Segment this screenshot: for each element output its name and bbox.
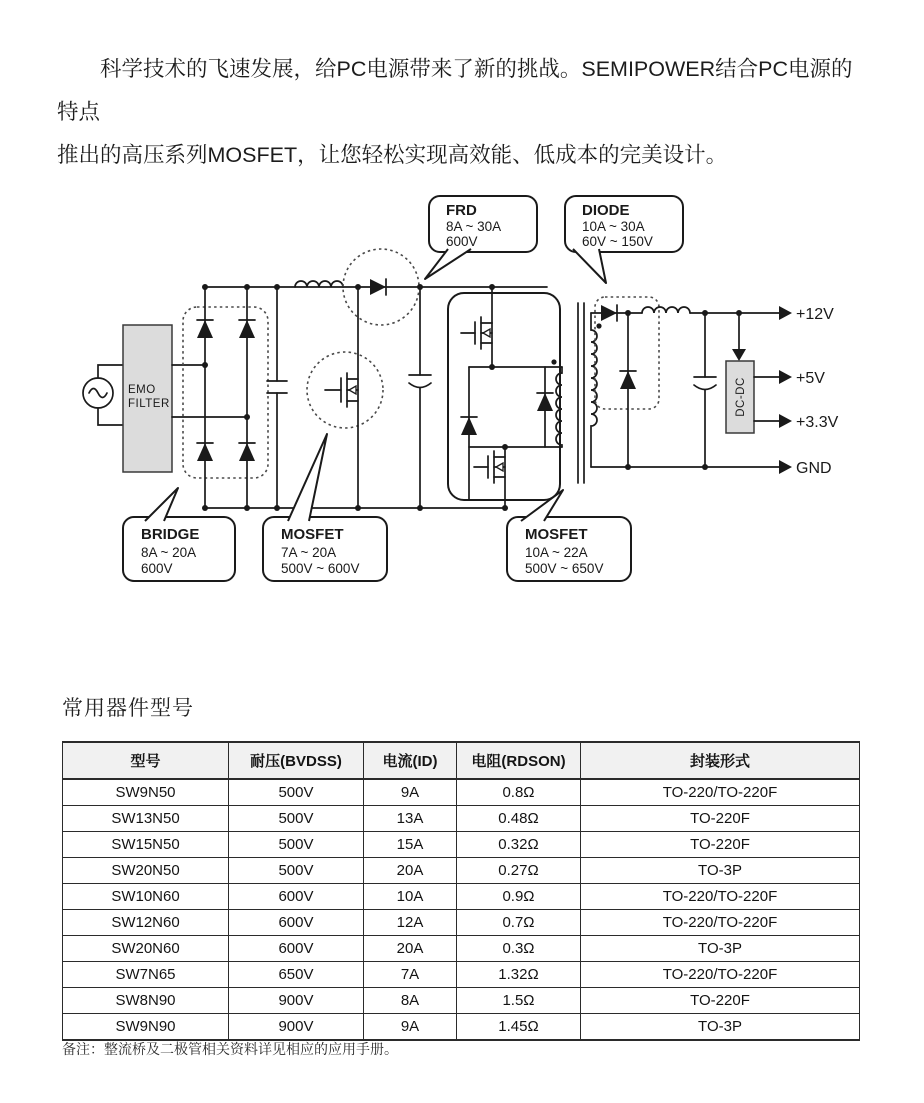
- table-row: [63, 884, 860, 910]
- table-cell: TO-220F: [581, 988, 860, 1014]
- bridge-diode-icon: [239, 443, 255, 461]
- table-cell: 20A: [364, 936, 457, 962]
- table-cell: 10A: [364, 884, 457, 910]
- table-cell: 500V: [229, 806, 364, 832]
- arrow-right-icon: [779, 370, 792, 384]
- table-body: [63, 779, 860, 1040]
- table-row: [63, 910, 860, 936]
- transformer-icon: [551, 303, 601, 483]
- table-row: [63, 806, 860, 832]
- output-gnd-label: GND: [796, 460, 832, 477]
- output-3v3-label: +3.3V: [796, 414, 839, 431]
- bridge-diode-icon: [197, 443, 213, 461]
- emo-filter-label-1: EMO: [128, 384, 156, 396]
- table-header: [63, 742, 860, 779]
- table-cell: SW20N50: [63, 858, 229, 884]
- table-cell: 9A: [364, 1014, 457, 1041]
- table-cell: TO-220/TO-220F: [581, 962, 860, 988]
- callout-diode-spec1: 10A ~ 30A: [582, 219, 645, 234]
- dcdc-converter-block: [726, 313, 754, 433]
- table-cell: SW8N90: [63, 988, 229, 1014]
- table-header-cell: 封装形式: [581, 742, 860, 779]
- arrow-right-icon: [779, 414, 792, 428]
- table-cell: TO-3P: [581, 1014, 860, 1041]
- bus-lines: [205, 287, 547, 508]
- table-cell: 900V: [229, 988, 364, 1014]
- table-header-cell: 电流(ID): [364, 742, 457, 779]
- bridge-diode-icon: [239, 320, 255, 338]
- callout-frd-title: FRD: [446, 202, 477, 219]
- parts-table: [62, 741, 860, 1041]
- table-cell: 0.9Ω: [457, 884, 581, 910]
- table-cell: SW7N65: [63, 962, 229, 988]
- intro-line-1: 科学技术的飞速发展，给PC电源带来了新的挑战。SEMIPOWER结合PC电源的特点: [57, 57, 853, 124]
- output-capacitor-icon: [694, 313, 716, 467]
- callout-mosfet-pfc-spec1: 7A ~ 20A: [281, 545, 337, 560]
- callout-mosfet-main: [507, 490, 631, 581]
- clamp-diode-icon: [461, 367, 477, 499]
- table-cell: 0.7Ω: [457, 910, 581, 936]
- table-cell: TO-3P: [581, 858, 860, 884]
- dcdc-label: DC-DC: [735, 377, 747, 417]
- bridge-rectifier: [183, 284, 268, 511]
- half-bridge-block: [448, 284, 562, 511]
- callout-mosfet-main-spec2: 500V ~ 650V: [525, 561, 604, 576]
- output-3v3: [754, 414, 839, 431]
- table-cell: 7A: [364, 962, 457, 988]
- table-cell: 13A: [364, 806, 457, 832]
- table-cell: TO-220F: [581, 806, 860, 832]
- table-cell: 500V: [229, 779, 364, 806]
- table-cell: SW20N60: [63, 936, 229, 962]
- table-cell: 1.45Ω: [457, 1014, 581, 1041]
- output-inductor-icon: [642, 307, 690, 313]
- bulk-capacitor-icon: [267, 284, 287, 511]
- callout-frd-spec2: 600V: [446, 234, 478, 249]
- output-12v-label: +12V: [796, 306, 834, 323]
- output-diode-icon: [601, 305, 617, 321]
- table-cell: 600V: [229, 936, 364, 962]
- table-cell: 900V: [229, 1014, 364, 1041]
- ac-source-icon: [83, 365, 123, 425]
- intro-line-2: 推出的高压系列MOSFET，让您轻松实现高效能、低成本的完美设计。: [57, 143, 728, 167]
- table-cell: 15A: [364, 832, 457, 858]
- table-cell: SW10N60: [63, 884, 229, 910]
- callout-diode: [565, 196, 683, 283]
- pfc-inductor-icon: [295, 281, 343, 287]
- primary-mosfet-icon: [474, 447, 508, 511]
- table-header-row: [63, 742, 860, 779]
- table-cell: TO-3P: [581, 936, 860, 962]
- table-cell: 1.32Ω: [457, 962, 581, 988]
- table-cell: 0.8Ω: [457, 779, 581, 806]
- table-row: [63, 858, 860, 884]
- table-header-cell: 电阻(RDSON): [457, 742, 581, 779]
- output-12v: [690, 306, 834, 323]
- table-row: [63, 962, 860, 988]
- table-cell: 0.48Ω: [457, 806, 581, 832]
- callout-diode-spec2: 60V ~ 150V: [582, 234, 653, 249]
- callout-frd-spec1: 8A ~ 30A: [446, 219, 502, 234]
- emo-filter-block: [123, 325, 247, 472]
- schematic-svg: [57, 185, 867, 630]
- table-cell: 20A: [364, 858, 457, 884]
- callout-mosfet-main-title: MOSFET: [525, 526, 588, 543]
- table-cell: SW13N50: [63, 806, 229, 832]
- primary-mosfet-icon: [461, 284, 495, 367]
- callout-bridge: [123, 488, 235, 581]
- callout-bridge-title: BRIDGE: [141, 526, 200, 543]
- output-gnd: [591, 460, 832, 477]
- table-cell: SW9N90: [63, 1014, 229, 1041]
- table-cell: 0.27Ω: [457, 858, 581, 884]
- table-cell: TO-220/TO-220F: [581, 779, 860, 806]
- table-cell: TO-220/TO-220F: [581, 884, 860, 910]
- freewheel-diode-icon: [620, 313, 636, 467]
- table-cell: 1.5Ω: [457, 988, 581, 1014]
- table-cell: SW15N50: [63, 832, 229, 858]
- footnote: 备注：整流桥及二极管相关资料详见相应的应用手册。: [62, 1041, 398, 1057]
- table-row: [63, 832, 860, 858]
- table-cell: SW12N60: [63, 910, 229, 936]
- callout-frd: [425, 196, 537, 279]
- table-row: [63, 988, 860, 1014]
- table-cell: TO-220F: [581, 832, 860, 858]
- table-cell: 600V: [229, 910, 364, 936]
- output-5v-label: +5V: [796, 370, 825, 387]
- callout-diode-title: DIODE: [582, 202, 630, 219]
- output-5v: [754, 370, 825, 387]
- table-cell: 0.3Ω: [457, 936, 581, 962]
- table-cell: 0.32Ω: [457, 832, 581, 858]
- table-cell: 9A: [364, 779, 457, 806]
- arrow-down-icon: [732, 349, 746, 361]
- table-cell: 500V: [229, 832, 364, 858]
- intro-paragraph: [57, 48, 869, 177]
- parts-section: [62, 692, 860, 1041]
- table-row: [63, 936, 860, 962]
- clamp-diode-icon: [537, 367, 553, 447]
- table-cell: 12A: [364, 910, 457, 936]
- power-supply-schematic: [57, 185, 867, 630]
- table-row: [63, 1014, 860, 1041]
- callout-mosfet-pfc-spec2: 500V ~ 600V: [281, 561, 360, 576]
- arrow-right-icon: [779, 460, 792, 474]
- table-header-cell: 耐压(BVDSS): [229, 742, 364, 779]
- table-cell: 500V: [229, 858, 364, 884]
- table-cell: SW9N50: [63, 779, 229, 806]
- table-cell: 600V: [229, 884, 364, 910]
- callout-bridge-spec1: 8A ~ 20A: [141, 545, 197, 560]
- table-header-cell: 型号: [63, 742, 229, 779]
- secondary-rectifier: [591, 297, 659, 467]
- callout-mosfet-main-spec1: 10A ~ 22A: [525, 545, 588, 560]
- table-cell: 650V: [229, 962, 364, 988]
- arrow-right-icon: [779, 306, 792, 320]
- bridge-diode-icon: [197, 320, 213, 338]
- snubber-capacitor-icon: [409, 284, 431, 511]
- callout-mosfet-pfc-title: MOSFET: [281, 526, 344, 543]
- emo-filter-label-2: FILTER: [128, 398, 170, 410]
- table-cell: TO-220/TO-220F: [581, 910, 860, 936]
- table-cell: 8A: [364, 988, 457, 1014]
- table-row: [63, 779, 860, 806]
- table-title: 常用器件型号: [62, 697, 194, 720]
- callout-bridge-spec2: 600V: [141, 561, 173, 576]
